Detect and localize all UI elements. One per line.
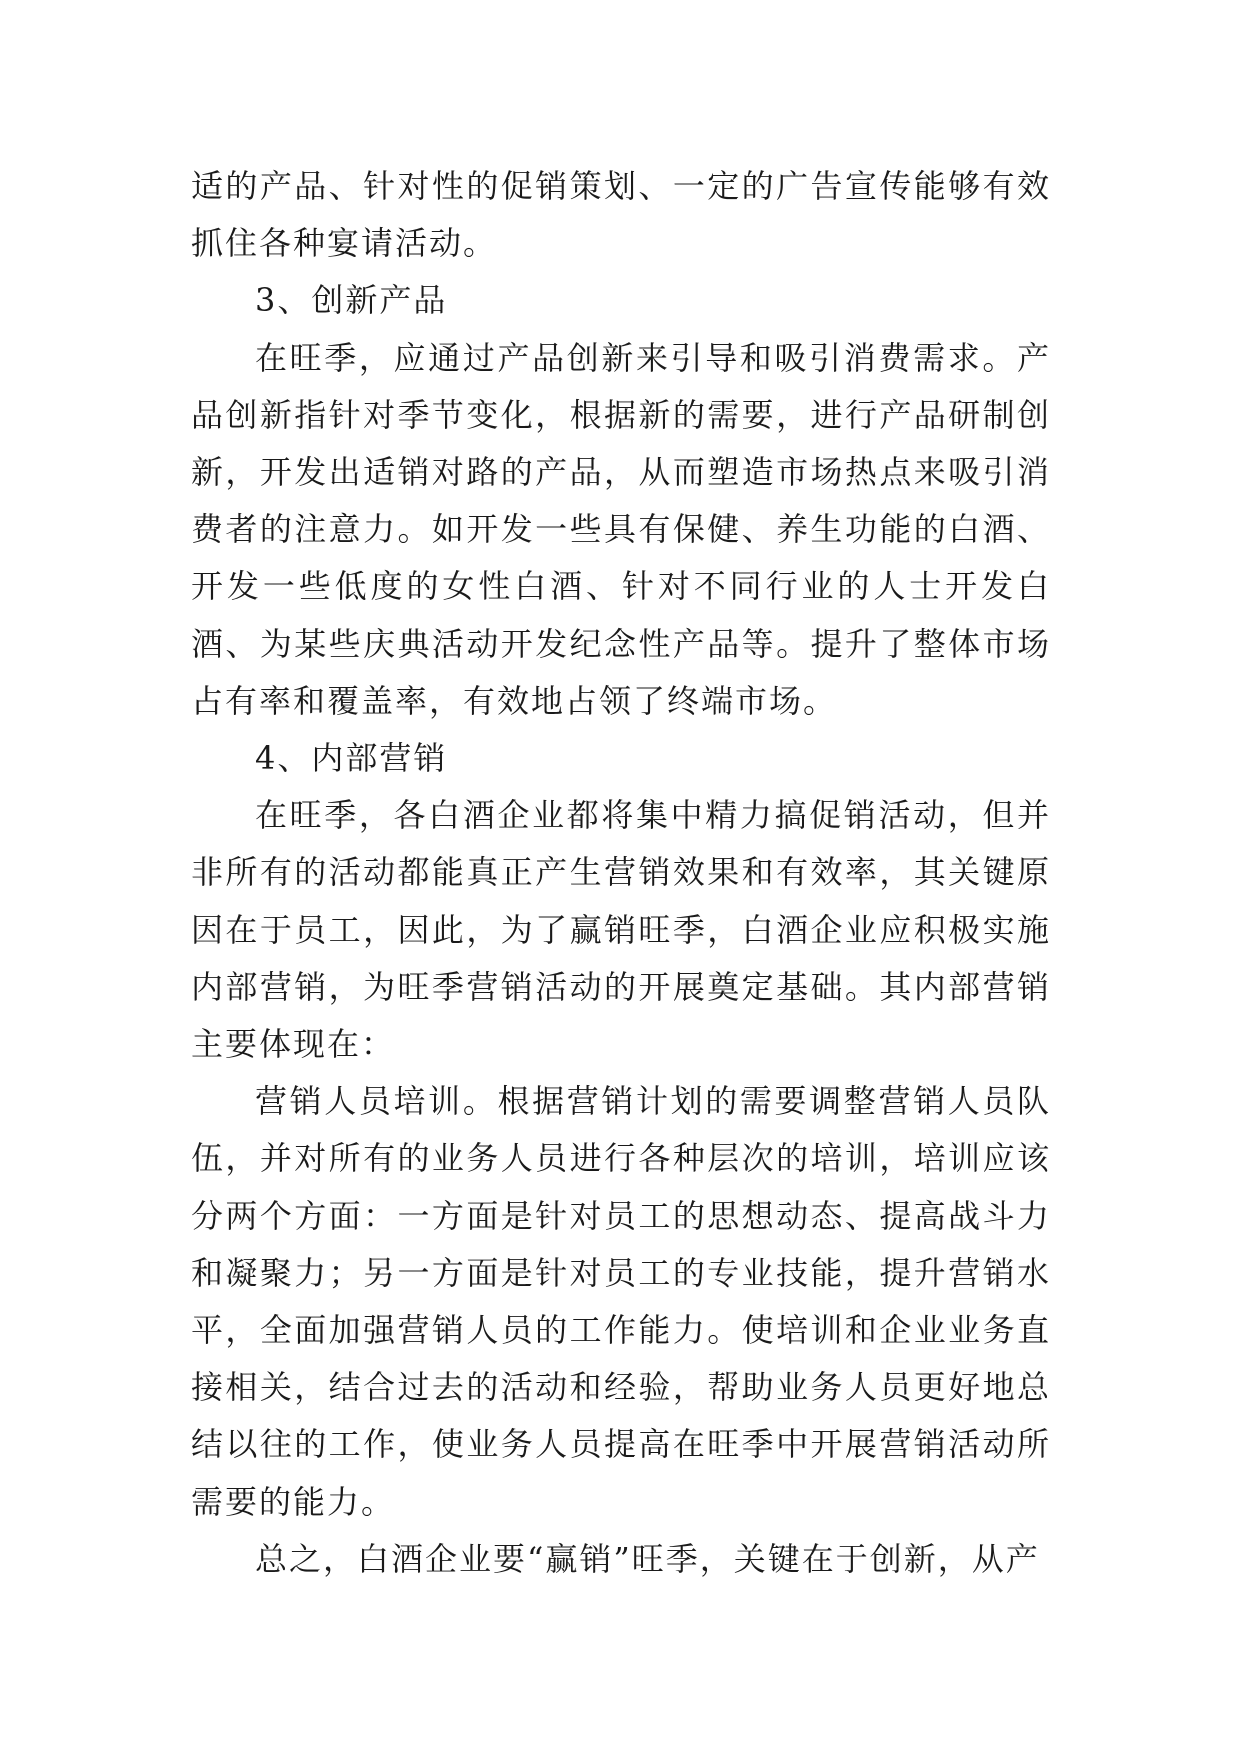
paragraph-product-innovation: 在旺季，应通过产品创新来引导和吸引消费需求。产品创新指针对季节变化，根据新的需要，进行产品研制创新，开发出适销对路的产品，从而塑造市场热点来吸引消费者的注意力。如开发一些具有保健、养生功能的白酒、开发一些低度的女性白酒、针对不同行业的人士开发白酒、为某些庆典活动开发纪念性产品等。提升了整体市场占有率和覆盖率，有效地占领了终端市场。 bbox=[191, 338, 1051, 720]
section-heading-innovate-products: 3、创新产品 bbox=[255, 281, 448, 320]
section-heading-internal-marketing: 4、内部营销 bbox=[255, 739, 448, 778]
paragraph-continuation: 适的产品、针对性的促销策划、一定的广告宣传能够有效抓住各种宴请活动。 bbox=[191, 167, 1051, 263]
paragraph-conclusion: 总之，白酒企业要“赢销”旺季，关键在于创新，从产 bbox=[255, 1539, 1040, 1578]
paragraph-internal-marketing: 在旺季，各白酒企业都将集中精力搞促销活动，但并非所有的活动都能真正产生营销效果和有效率，其关键原因在于员工，因此，为了赢销旺季，白酒企业应积极实施内部营销，为旺季营销活动的开展奠定基础。其内部营销主要体现在： bbox=[191, 796, 1051, 1064]
document-body bbox=[191, 158, 1051, 1588]
paragraph-staff-training: 营销人员培训。根据营销计划的需要调整营销人员队伍，并对所有的业务人员进行各种层次的培训，培训应该分两个方面：一方面是针对员工的思想动态、提高战斗力和凝聚力；另一方面是针对员工的专业技能，提升营销水平，全面加强营销人员的工作能力。使培训和企业业务直接相关，结合过去的活动和经验，帮助业务人员更好地总结以往的工作，使业务人员提高在旺季中开展营销活动所需要的能力。 bbox=[191, 1082, 1051, 1521]
